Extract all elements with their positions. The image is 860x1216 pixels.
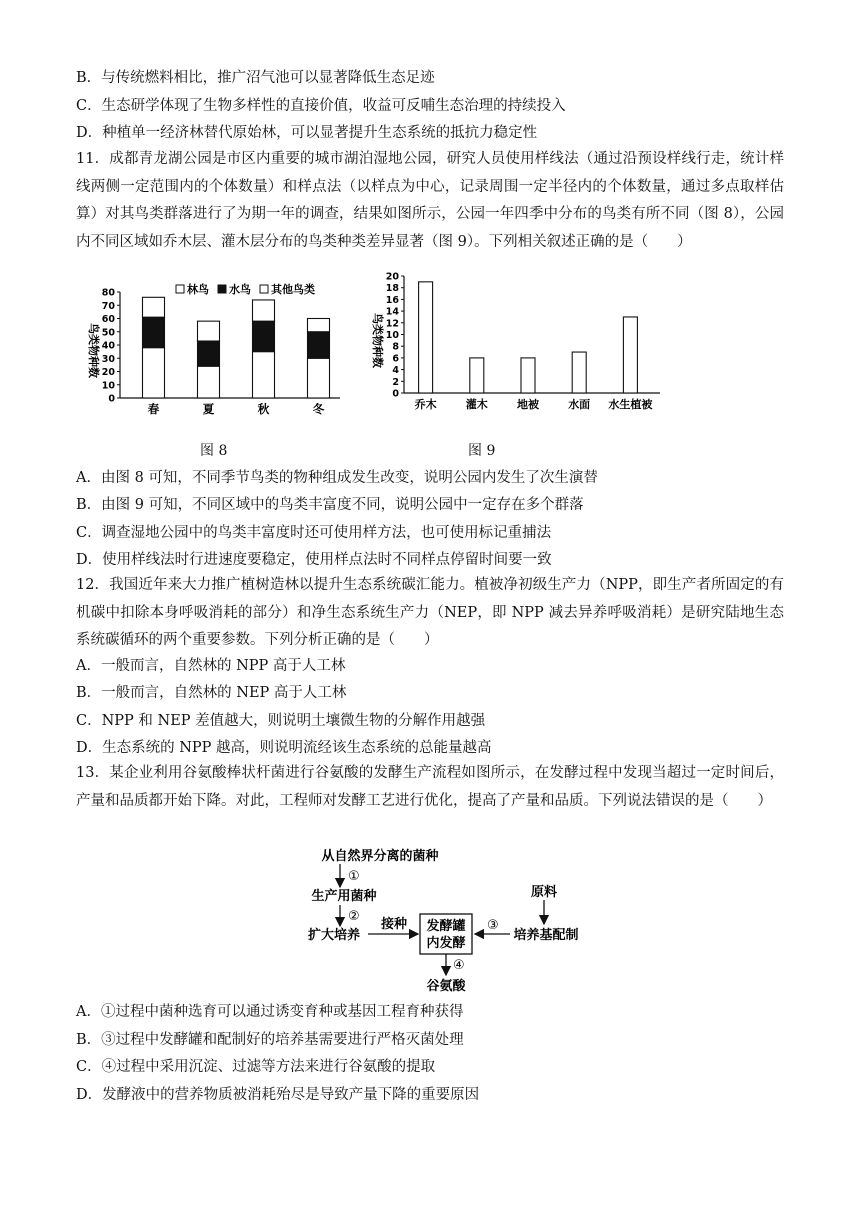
q13-option-d: D．发酵液中的营养物质被消耗殆尽是导致产量下降的重要原因 (76, 1087, 480, 1103)
q11-option-b: B．由图 9 可知，不同区域中的鸟类丰富度不同，说明公园中一定存在多个群落 (76, 497, 584, 513)
fig8-y-tick-label: 30 (101, 353, 115, 365)
fig8-y-label: 鸟类物种数 (87, 323, 100, 378)
q10-option-d: D．种植单一经济林替代原始林，可以显著提升生态系统的抵抗力稳定性 (76, 125, 538, 141)
fig9-y-tick-label: 2 (392, 376, 399, 388)
flow-inoculate: 接种 (380, 917, 408, 932)
fig8-bar-1 (198, 341, 220, 366)
fig9-y-tick-label: 0 (392, 388, 399, 400)
fig9-x-tick-label: 地被 (517, 398, 539, 411)
q10-option-c: C．生态研学体现了生物多样性的直接价值，收益可反哺生态治理的持续投入 (76, 98, 566, 114)
flow-step-1: ① (348, 869, 360, 884)
fig9-bar (470, 358, 484, 393)
fig8-y-tick-label: 10 (101, 380, 115, 392)
figure-8-caption: 图 8 (200, 443, 228, 459)
fig8-y-tick-label: 20 (101, 367, 115, 378)
fig8-bar-1 (253, 321, 275, 351)
fig8-bar-0 (308, 358, 330, 398)
fig8-bar-2 (253, 300, 275, 321)
fig9-y-tick-label: 10 (385, 330, 399, 341)
fig8-bar-0 (253, 352, 275, 398)
fig8-legend-label-0: 林鸟 (187, 283, 209, 296)
fig8-legend-label-2: 其他鸟类 (271, 283, 315, 296)
fig8-x-tick-label: 秋 (257, 402, 270, 416)
fig8-bar-0 (143, 348, 165, 398)
fig9-x-tick-label: 水面 (568, 398, 591, 411)
fermentation-flow-diagram (300, 842, 600, 992)
fig8-bar-2 (308, 319, 330, 332)
figure-9-chart (368, 268, 668, 423)
figure-9-caption: 图 9 (468, 443, 496, 459)
fig8-x-tick-label: 春 (147, 402, 160, 416)
fig8-y-tick-label: 80 (101, 287, 115, 299)
flow-fermenter-line1: 发酵罐 (426, 919, 466, 934)
fig8-bar-0 (198, 366, 220, 398)
fig9-y-tick-label: 8 (392, 341, 399, 353)
flow-raw-material: 原料 (530, 885, 558, 900)
fig8-y-tick-label: 0 (108, 393, 115, 405)
fig9-y-tick-label: 16 (385, 294, 399, 306)
fig8-y-tick-label: 40 (101, 340, 115, 352)
q13-option-c: C．④过程中采用沉淀、过滤等方法来进行谷氨酸的提取 (76, 1059, 436, 1075)
q12-option-b: B．一般而言，自然林的 NEP 高于人工林 (76, 685, 347, 701)
fig8-x-tick-label: 冬 (312, 402, 325, 416)
fig8-bar-2 (198, 321, 220, 341)
q12-option-c: C．NPP 和 NEP 差值越大，则说明土壤微生物的分解作用越强 (76, 713, 486, 729)
fig8-y-tick-label: 50 (101, 327, 115, 339)
flow-product: 谷氨酸 (426, 979, 466, 992)
fig9-y-tick-label: 18 (385, 283, 399, 295)
q11-stem: 11．成都青龙湖公园是市区内重要的城市湖泊湿地公园，研究人员使用样线法（通过沿预设样线行走，统计样线两侧一定范围内的个体数量）和样点法（以样点为中心，记录周围一定半径内的个体数量，通过多点取样估算）对其鸟类群落进行了为期一年的调查，结果如图所示，公园一年四季中分布的鸟类有所不同（图 8），公园内不同区域如乔木层、灌木层分布的鸟类种类差异显著（图 9）。下列相关叙述正确的是（ ） (76, 151, 784, 250)
fig9-bar (623, 317, 637, 393)
fig8-legend-swatch-1 (218, 285, 226, 293)
q11-option-c: C．调查湿地公园中的鸟类丰富度时还可使用样方法，也可使用标记重捕法 (76, 525, 552, 541)
flow-expand: 扩大培养 (307, 928, 361, 943)
q11-option-d: D．使用样线法时行进速度要稳定，使用样点法时不同样点停留时间要一致 (76, 552, 552, 568)
q10-option-b: B．与传统燃料相比，推广沼气池可以显著降低生态足迹 (76, 70, 435, 86)
flow-medium: 培养基配制 (513, 928, 579, 943)
q13-option-b: B．③过程中发酵罐和配制好的培养基需要进行严格灭菌处理 (76, 1032, 464, 1048)
fig8-legend-swatch-0 (176, 285, 184, 293)
fig9-y-label: 鸟类物种数 (371, 313, 384, 368)
fig8-y-tick-label: 60 (101, 314, 115, 325)
fig8-legend-swatch-2 (260, 285, 268, 293)
flow-step-4: ④ (453, 958, 465, 973)
fig9-y-tick-label: 14 (385, 306, 399, 318)
fig8-bar-2 (143, 297, 165, 317)
fig8-bar-1 (143, 317, 165, 347)
fig8-x-tick-label: 夏 (202, 402, 215, 416)
fig9-y-tick-label: 20 (385, 271, 399, 283)
fig9-bar (419, 282, 433, 393)
fig9-y-tick-label: 6 (392, 353, 399, 365)
fig9-x-tick-label: 灌木 (465, 398, 488, 411)
q12-option-d: D．生态系统的 NPP 越高，则说明流经该生态系统的总能量越高 (76, 740, 492, 756)
q11-option-a: A．由图 8 可知，不同季节鸟类的物种组成发生改变，说明公园内发生了次生演替 (76, 470, 598, 486)
fig9-bar (572, 352, 586, 393)
fig9-bar (521, 358, 535, 393)
q12-stem: 12．我国近年来大力推广植树造林以提升生态系统碳汇能力。植被净初级生产力（NPP，即生产者所固定的有机碳中扣除本身呼吸消耗的部分）和净生态系统生产力（NEP，即 NPP 减去异养呼吸消耗）是研究陆地生态系统碳循环的两个重要参数。下列分析正确的是（ ） (76, 577, 784, 648)
figure-8-chart (80, 280, 350, 425)
fig9-x-tick-label: 水生植被 (608, 398, 653, 411)
fig9-y-tick-label: 12 (385, 318, 399, 330)
fig8-legend-label-1: 水鸟 (229, 283, 251, 296)
fig8-y-tick-label: 70 (101, 300, 115, 312)
flow-fermenter-line2: 内发酵 (426, 936, 466, 951)
fig8-bar-1 (308, 332, 330, 359)
q13-option-a: A．①过程中菌种选育可以通过诱变育种或基因工程育种获得 (76, 1004, 464, 1020)
flow-strain: 生产用菌种 (311, 889, 377, 904)
fig9-x-tick-label: 乔木 (414, 398, 437, 411)
fig9-y-tick-label: 4 (392, 365, 399, 377)
q12-option-a: A．一般而言，自然林的 NPP 高于人工林 (76, 658, 346, 674)
flow-step-3: ③ (487, 918, 499, 933)
q13-stem: 13．某企业利用谷氨酸棒状杆菌进行谷氨酸的发酵生产流程如图所示，在发酵过程中发现当超过一定时间后，产量和品质都开始下降。对此，工程师对发酵工艺进行优化，提高了产量和品质。下列说法错误的是（ ） (76, 765, 784, 809)
flow-step-2: ② (348, 909, 360, 924)
flow-source: 从自然界分离的菌种 (321, 849, 439, 864)
